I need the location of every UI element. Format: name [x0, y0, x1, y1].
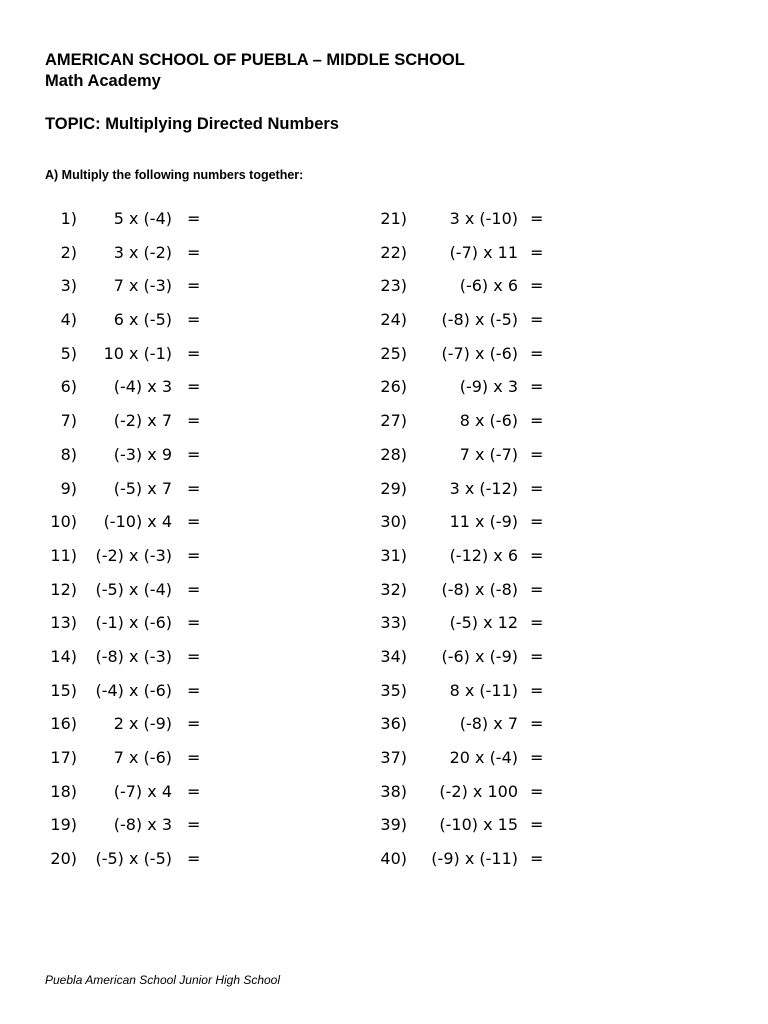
problem-expression: (-2) x (-3)	[95, 545, 172, 565]
equals-sign: =	[187, 680, 201, 700]
problem-number: 8)	[60, 444, 77, 464]
equals-sign: =	[187, 849, 201, 869]
problem-expression: 11 x (-9)	[449, 512, 518, 532]
problem-expression: (-8) x (-8)	[441, 579, 518, 599]
problem-expression: (-3) x 9	[113, 444, 172, 464]
equals-sign: =	[530, 849, 544, 869]
equals-sign: =	[530, 545, 544, 565]
problem-number: 34)	[380, 646, 407, 666]
problem-expression: 3 x (-10)	[449, 209, 518, 228]
problem-number: 37)	[380, 748, 407, 767]
equals-sign: =	[187, 478, 201, 498]
problem-number: 26)	[380, 377, 407, 397]
equals-sign: =	[187, 781, 201, 801]
equals-sign: =	[187, 545, 201, 565]
problem-number: 23)	[380, 276, 407, 296]
footer-text: Puebla American School Junior High School	[45, 973, 281, 987]
problem-number: 36)	[380, 714, 407, 734]
equals-sign: =	[530, 276, 544, 296]
problem-number: 7)	[60, 411, 77, 431]
problem-number: 40)	[380, 849, 407, 869]
equals-sign: =	[187, 613, 201, 633]
problem-expression: (-2) x 7	[113, 411, 172, 431]
problem-number: 32)	[380, 579, 407, 599]
equals-sign: =	[187, 209, 201, 228]
problem-expression: (-4) x 3	[113, 377, 172, 397]
problem-number: 13)	[50, 613, 77, 633]
problem-expression: 8 x (-11)	[449, 680, 518, 700]
instruction-text: A) Multiply the following numbers together:	[45, 168, 304, 182]
equals-sign: =	[187, 310, 201, 330]
equals-sign: =	[530, 646, 544, 666]
equals-sign: =	[530, 444, 544, 464]
equals-sign: =	[530, 748, 544, 767]
problem-expression: 10 x (-1)	[103, 343, 172, 363]
equals-sign: =	[530, 680, 544, 700]
equals-sign: =	[530, 411, 544, 431]
problem-expression: (-7) x 4	[113, 781, 172, 801]
problem-expression: (-8) x (-3)	[95, 646, 172, 666]
problem-expression: 2 x (-9)	[113, 714, 172, 734]
equals-sign: =	[530, 512, 544, 532]
problem-number: 17)	[50, 748, 77, 767]
equals-sign: =	[530, 579, 544, 599]
problem-expression: (-10) x 15	[439, 815, 518, 835]
problem-expression: (-12) x 6	[449, 545, 518, 565]
equals-sign: =	[530, 209, 544, 228]
equals-sign: =	[187, 343, 201, 363]
problem-number: 10)	[50, 512, 77, 532]
equals-sign: =	[530, 815, 544, 835]
problem-expression: 7 x (-7)	[459, 444, 518, 464]
problem-expression: (-5) x (-5)	[95, 849, 172, 869]
problem-expression: (-6) x (-9)	[441, 646, 518, 666]
problem-expression: (-7) x (-6)	[441, 343, 518, 363]
problem-expression: (-9) x (-11)	[431, 849, 518, 869]
problem-expression: (-4) x (-6)	[95, 680, 172, 700]
problem-expression: (-8) x (-5)	[441, 310, 518, 330]
problem-number: 6)	[60, 377, 77, 397]
problem-expression: (-5) x (-4)	[95, 579, 172, 599]
problem-expression: 3 x (-12)	[449, 478, 518, 498]
problem-expression: (-8) x 3	[113, 815, 172, 835]
problem-expression: (-8) x 7	[459, 714, 518, 734]
problem-number: 14)	[50, 646, 77, 666]
problem-number: 5)	[60, 343, 77, 363]
problem-number: 33)	[380, 613, 407, 633]
problem-expression: (-5) x 12	[449, 613, 518, 633]
problem-number: 30)	[380, 512, 407, 532]
equals-sign: =	[530, 714, 544, 734]
problem-expression: (-7) x 11	[449, 242, 518, 262]
problem-expression: (-1) x (-6)	[95, 613, 172, 633]
problem-number: 11)	[50, 545, 77, 565]
equals-sign: =	[187, 512, 201, 532]
problem-expression: (-10) x 4	[103, 512, 172, 532]
course-name: Math Academy	[45, 72, 161, 90]
equals-sign: =	[187, 276, 201, 296]
problem-number: 1)	[60, 209, 77, 228]
problem-expression: 20 x (-4)	[449, 748, 518, 767]
problem-expression: 8 x (-6)	[459, 411, 518, 431]
document-header	[45, 50, 465, 92]
problem-expression: 7 x (-6)	[113, 748, 172, 767]
equals-sign: =	[187, 377, 201, 397]
equals-sign: =	[530, 613, 544, 633]
problem-number: 9)	[60, 478, 77, 498]
problem-number: 15)	[50, 680, 77, 700]
problem-number: 18)	[50, 781, 77, 801]
problem-number: 27)	[380, 411, 407, 431]
problem-expression: 3 x (-2)	[113, 242, 172, 262]
equals-sign: =	[530, 242, 544, 262]
equals-sign: =	[187, 748, 201, 767]
equals-sign: =	[187, 579, 201, 599]
problem-number: 4)	[60, 310, 77, 330]
problem-expression: (-2) x 100	[439, 781, 518, 801]
problem-number: 22)	[380, 242, 407, 262]
problem-number: 20)	[50, 849, 77, 869]
problem-number: 35)	[380, 680, 407, 700]
equals-sign: =	[530, 377, 544, 397]
equals-sign: =	[187, 714, 201, 734]
problem-number: 3)	[60, 276, 77, 296]
problem-number: 2)	[60, 242, 77, 262]
equals-sign: =	[187, 815, 201, 835]
equals-sign: =	[530, 478, 544, 498]
equals-sign: =	[187, 444, 201, 464]
problem-expression: 5 x (-4)	[113, 209, 172, 228]
problem-number: 38)	[380, 781, 407, 801]
problem-number: 12)	[50, 579, 77, 599]
problem-number: 19)	[50, 815, 77, 835]
topic-title: TOPIC: Multiplying Directed Numbers	[45, 115, 339, 133]
equals-sign: =	[530, 310, 544, 330]
equals-sign: =	[530, 781, 544, 801]
equals-sign: =	[187, 411, 201, 431]
problem-number: 21)	[380, 209, 407, 228]
problem-expression: (-9) x 3	[459, 377, 518, 397]
equals-sign: =	[187, 646, 201, 666]
problem-expression: (-5) x 7	[113, 478, 172, 498]
equals-sign: =	[187, 242, 201, 262]
school-name: AMERICAN SCHOOL OF PUEBLA – MIDDLE SCHOOL	[45, 51, 465, 69]
problem-expression: (-6) x 6	[459, 276, 518, 296]
problem-expression: 7 x (-3)	[113, 276, 172, 296]
problem-number: 25)	[380, 343, 407, 363]
problem-expression: 6 x (-5)	[113, 310, 172, 330]
problem-number: 29)	[380, 478, 407, 498]
problem-number: 28)	[380, 444, 407, 464]
problem-number: 31)	[380, 545, 407, 565]
equals-sign: =	[530, 343, 544, 363]
problem-number: 16)	[50, 714, 77, 734]
problem-number: 39)	[380, 815, 407, 835]
problem-number: 24)	[380, 310, 407, 330]
